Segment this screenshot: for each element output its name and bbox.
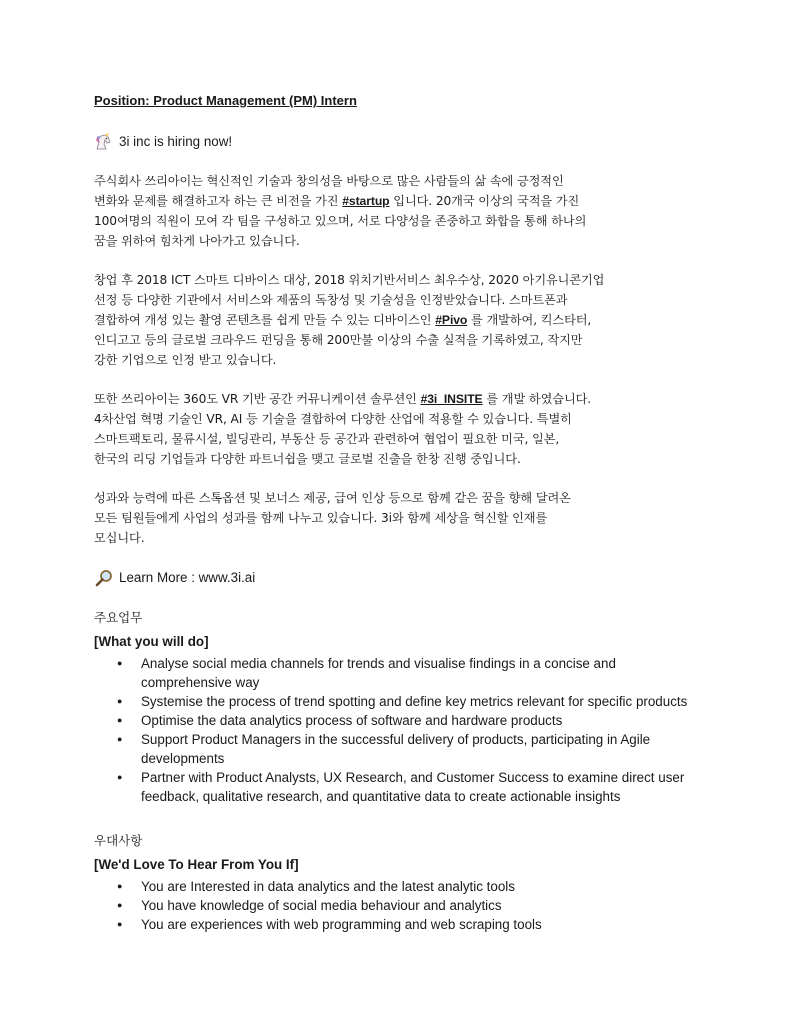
awards-line: 강한 기업으로 인정 받고 있습니다. [94,353,277,367]
duties-heading-ko: 주요업무 [94,610,143,625]
magnifier-icon [94,569,114,587]
awards-line: 창업 후 2018 ICT 스마트 디바이스 대상, 2018 위치기반서비스 최우수상, 2020 아기유니콘기업 [94,273,605,287]
startup-hashtag[interactable]: #startup [342,194,390,208]
vr-paragraph [94,389,719,469]
insite-hashtag[interactable]: #3i_INSITE [420,392,483,406]
duty-item: ● Support Product Managers in the successful delivery of products, participating in Agile developments [94,730,719,768]
duty-item: ● Optimise the data analytics process of software and hardware products [94,711,719,730]
unicorn-icon [94,133,114,151]
duties-list [94,654,719,806]
vr-line: 한국의 리딩 기업들과 다양한 파트너쉽을 맺고 글로벌 진출을 한창 진행 중입니다. [94,452,521,466]
intro-line: 꿈을 위하여 힘차게 나아가고 있습니다. [94,234,300,248]
pivo-hashtag[interactable]: #Pivo [435,313,468,327]
page-title: Position: Product Management (PM) Intern [94,93,357,108]
duties-heading-en: [What you will do] [94,634,209,649]
benefits-line: 모든 팀원들에게 사업의 성과를 함께 나누고 있습니다. 3i와 함께 세상을 혁신할 인재를 [94,511,548,525]
benefits-paragraph [94,488,719,548]
awards-line: 선정 등 다양한 기관에서 서비스와 제품의 독창성 및 기술성을 인정받았습니다. 스마트폰과 [94,293,568,307]
preferred-item: ● You are experiences with web programming and web scraping tools [94,915,719,934]
intro-paragraph [94,171,719,251]
intro-line: 변화와 문제를 해결하고자 하는 큰 비전을 가진 #startup 입니다. 20개국 이상의 국적을 가진 [94,194,580,208]
document-page [94,92,719,934]
duty-item: ● Systemise the process of trend spotting and define key metrics relevant for specific products [94,692,719,711]
benefits-line: 모십니다. [94,531,145,545]
hiring-text: 3i inc is hiring now! [119,134,233,149]
preferred-heading-ko: 우대사항 [94,833,143,848]
hiring-line [94,132,719,152]
duty-item: ● Partner with Product Analysts, UX Research, and Customer Success to examine direct user feedback, qualitative research, and quantitative data to create actionable insights [94,768,719,806]
intro-line: 주식회사 쓰리아이는 혁신적인 기술과 창의성을 바탕으로 많은 사람들의 삶 속에 긍정적인 [94,174,564,188]
preferred-list [94,877,719,934]
vr-line: 또한 쓰리아이는 360도 VR 기반 공간 커뮤니케이션 솔루션인 #3i_INSITE 를 개발 하였습니다. [94,392,592,406]
learn-more-line [94,568,719,588]
preferred-item: ● You have knowledge of social media behaviour and analytics [94,896,719,915]
awards-paragraph [94,270,719,370]
awards-line: 인디고고 등의 글로벌 크라우드 펀딩을 통해 200만불 이상의 수출 실적을 기록하였고, 작지만 [94,333,583,347]
preferred-heading-en: [We'd Love To Hear From You If] [94,857,299,872]
benefits-line: 성과와 능력에 따른 스톡옵션 및 보너스 제공, 급여 인상 등으로 함께 같은 꿈을 향해 달려온 [94,491,571,505]
duty-item: ● Analyse social media channels for trends and visualise findings in a concise and comprehensive way [94,654,719,692]
awards-line: 결합하여 개성 있는 촬영 콘텐츠를 쉽게 만들 수 있는 디바이스인 #Pivo 를 개발하여, 킥스타터, [94,313,592,327]
preferred-item: ● You are Interested in data analytics and the latest analytic tools [94,877,719,896]
intro-line: 100여명의 직원이 모여 각 팀을 구성하고 있으며, 서로 다양성을 존중하고 화합을 통해 하나의 [94,214,587,228]
vr-line: 스마트팩토리, 물류시설, 빌딩관리, 부동산 등 공간과 관련하여 협업이 필요한 미국, 일본, [94,432,560,446]
learn-more-link[interactable]: Learn More : www.3i.ai [119,570,256,585]
vr-line: 4차산업 혁명 기술인 VR, AI 등 기술을 결합하여 다양한 산업에 적용할 수 있습니다. 특별히 [94,412,572,426]
